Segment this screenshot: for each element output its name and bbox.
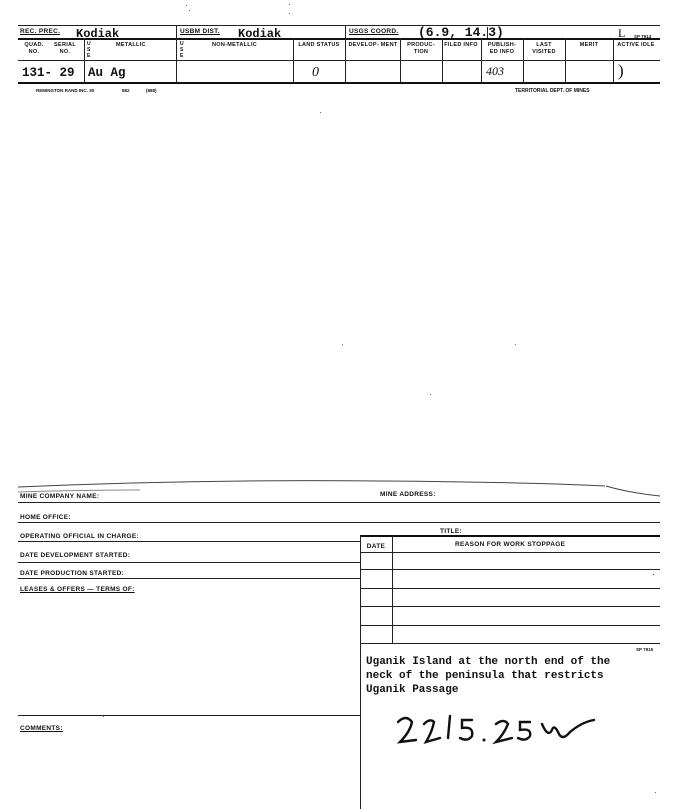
col-use-nonmetallic: U S E [180, 41, 184, 59]
row-quad-serial: 131- 29 [22, 66, 75, 80]
row-land-status: 0 [312, 65, 319, 80]
card-top-edge [0, 470, 678, 500]
footer-right: TERRITORIAL DEPT. OF MINES [515, 88, 590, 94]
col-last-visited: LAST VISITED [532, 42, 556, 55]
col-development: DEVELOP- MENT [348, 42, 398, 48]
row-active-idle: ) [618, 61, 624, 80]
form-number-top: SP 7914 [634, 34, 652, 39]
col-merit: MERIT [579, 42, 599, 48]
handwriting-strokes [392, 708, 612, 752]
col-filed-info: FILED INFO [444, 42, 478, 48]
col-quad-no: QUAD. NO. [24, 42, 44, 55]
rec-prec-label: REC. PREC. [20, 28, 61, 35]
corner-mark: L [618, 26, 626, 40]
usbm-dist-label: USBM DIST. [180, 28, 220, 35]
reason-header: REASON FOR WORK STOPPAGE [455, 541, 566, 548]
col-published-info: PUBLISH- ED INFO [487, 42, 517, 55]
col-use-metallic: U S E [87, 41, 91, 59]
col-active-idle: ACTIVE IDLE [617, 42, 655, 48]
location-line-2: neck of the peninsula that restricts [366, 670, 604, 682]
usbm-dist-value: Kodiak [238, 27, 282, 41]
col-serial-no: SERIAL NO. [54, 42, 76, 55]
leases-offers-label: LEASES & OFFERS — TERMS OF: [20, 586, 135, 593]
usgs-coord-value: (6.9, 14.3) [418, 25, 504, 40]
col-production: PRODUC- TION [407, 42, 435, 55]
row-metallic: Au Ag [88, 66, 126, 80]
date-production-started-label: DATE PRODUCTION STARTED: [20, 570, 125, 577]
usgs-coord-label: USGS COORD. [349, 28, 399, 35]
comments-label: COMMENTS: [20, 725, 63, 732]
footer-left: REMINGTON RAND INC. 30 [36, 88, 95, 93]
home-office-label: HOME OFFICE: [20, 514, 71, 521]
col-land-status: LAND STATUS [298, 42, 340, 48]
operating-official-label: OPERATING OFFICIAL IN CHARGE: [20, 533, 139, 540]
date-header: DATE [366, 543, 386, 550]
footer-code-2: (888) [146, 88, 157, 93]
date-development-started-label: DATE DEVELOPMENT STARTED: [20, 552, 131, 559]
location-line-1: Uganik Island at the north end of the [366, 656, 611, 668]
top-card [0, 0, 678, 100]
footer-code-1: 882 [122, 88, 130, 93]
form-number-bottom: SP 7915 [636, 647, 654, 652]
rec-prec-value: Kodiak [76, 27, 120, 41]
row-published-info: 403 [486, 64, 504, 78]
mine-company-name-label: MINE COMPANY NAME: [20, 493, 100, 500]
bottom-card [0, 470, 678, 809]
col-metallic: METALLIC [116, 42, 146, 48]
title-label: TITLE: [440, 528, 463, 535]
handwritten-number [392, 708, 612, 752]
location-line-3: Uganik Passage [366, 684, 459, 696]
col-non-metallic: NON-METALLIC [212, 42, 258, 48]
mine-address-label: MINE ADDRESS: [380, 491, 436, 498]
